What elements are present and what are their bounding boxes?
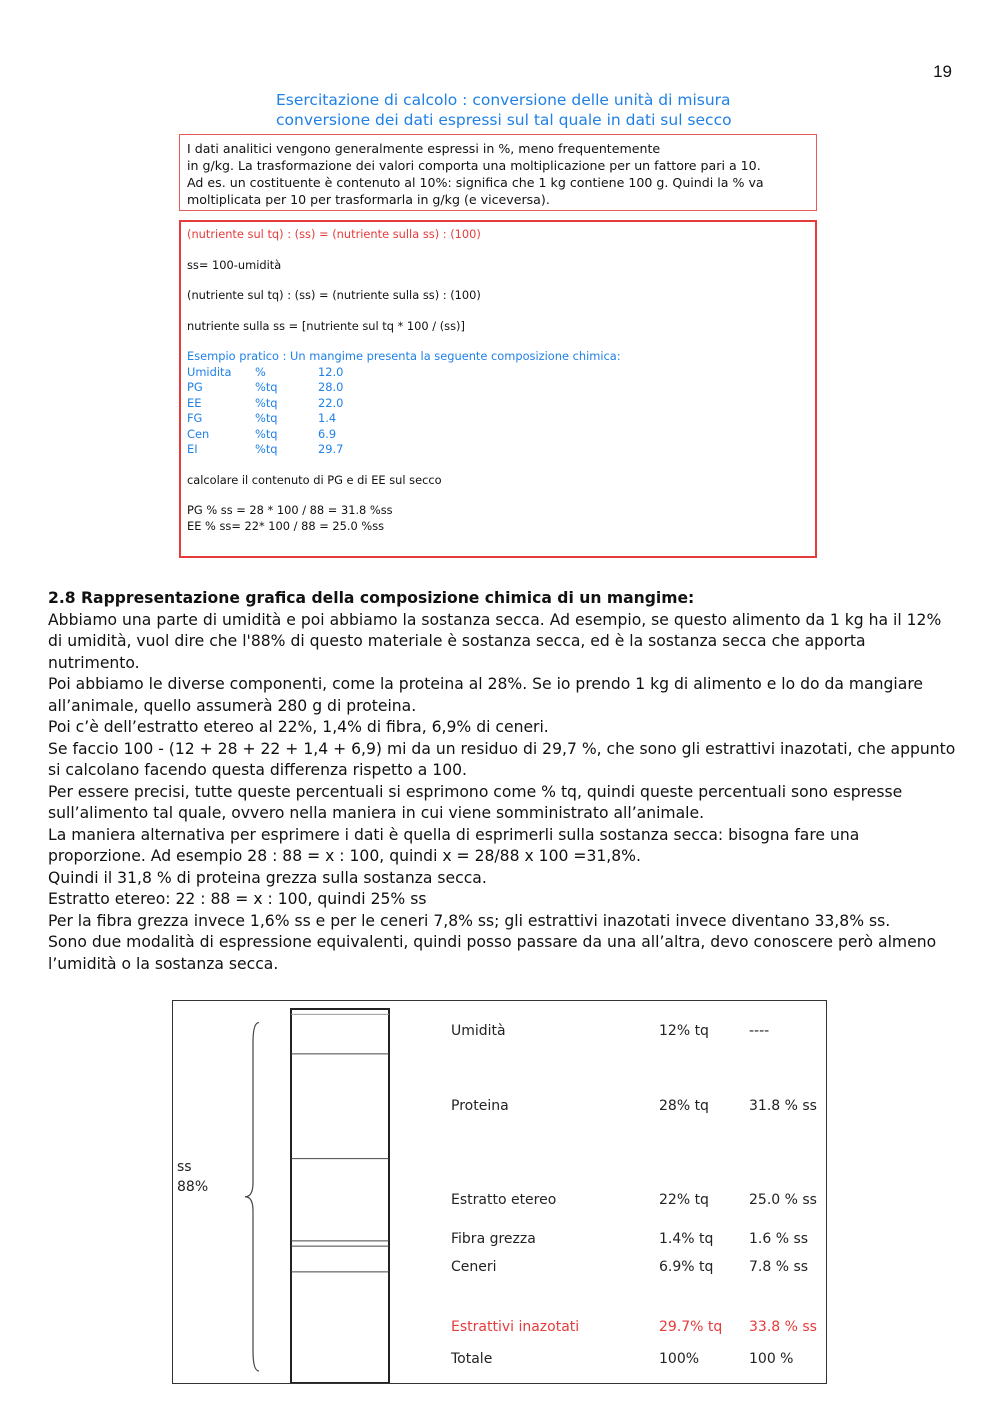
composition-row: EE %tq 22.0 [187, 395, 344, 410]
paragraph: Poi c’è dell’estratto etereo al 22%, 1,4% di fibra, 6,9% di ceneri. [48, 718, 549, 736]
component-tq-value: 28% tq [659, 1098, 709, 1115]
intro-line-3: Ad es. un costituente è contenuto al 10%: significa che 1 kg contiene 100 g. Quindi la % va [187, 175, 764, 190]
component-ss-value: 33.8 % ss [749, 1319, 817, 1336]
exercise-title [276, 90, 756, 130]
ss-definition: ss= 100-umidità [187, 257, 282, 272]
section-body [48, 588, 958, 975]
page-number: 19 [933, 62, 952, 81]
example-title: Esempio pratico : Un mangime presenta la seguente composizione chimica: [187, 349, 621, 363]
formula-3: nutriente sulla ss = [nutriente sul tq * 100 / (ss)] [187, 318, 465, 333]
ss-value: 88% [177, 1179, 209, 1195]
intro-line-2: in g/kg. La trasformazione dei valori comporta una moltiplicazione per un fattore pari a 10. [187, 158, 761, 173]
component-tq-value: 29.7% tq [659, 1319, 723, 1336]
exercise-title-line-2: conversione dei dati espressi sul tal quale in dati sul secco [276, 111, 732, 129]
total-label: Totale [451, 1351, 493, 1367]
section-heading: 2.8 Rappresentazione grafica della composizione chimica di un mangime: [48, 589, 695, 607]
composition-row: PG %tq 28.0 [187, 380, 344, 394]
intro-box [179, 134, 817, 211]
composition-row: Cen %tq 6.9 [187, 426, 337, 441]
paragraph: Estratto etereo: 22 : 88 = x : 100, quindi 25% ss [48, 890, 427, 908]
task-text: calcolare il contenuto di PG e di EE sul secco [187, 472, 442, 487]
total-ss-value: 100 % [749, 1351, 794, 1367]
paragraph: Per essere precisi, tutte queste percentuali si esprimono come % tq, quindi queste percentuali sono espresse sull’alimento tal quale, ovvero nella maniera in cui viene somministrato all’animale. [48, 782, 903, 822]
result-pg: PG % ss = 28 * 100 / 88 = 31.8 %ss [187, 503, 393, 517]
component-tq-value: 6.9% tq [659, 1259, 714, 1276]
component-tq-value: 22% tq [659, 1191, 709, 1208]
paragraph: Poi abbiamo le diverse componenti, come la proteina al 28%. Se io prendo 1 kg di alimento e lo do da mangiare all’animale, quello assumerà 280 g di proteina. [48, 675, 923, 715]
paragraph: La maniera alternativa per esprimere i dati è quella di esprimerli sulla sostanza secca: bisogna fare una proporzione. Ad esempio 28 : 88 = x : 100, quindi x = 28/88 x 100 =31,8%. [48, 825, 860, 865]
calculation-box [179, 220, 817, 558]
component-ss-value: ---- [749, 1023, 770, 1040]
composition-bar [291, 1009, 389, 1383]
component-name: Estrattivi inazotati [451, 1319, 580, 1336]
ss-label: ss [177, 1159, 192, 1175]
composition-table [187, 365, 809, 458]
formula-2: (nutriente sul tq) : (ss) = (nutriente sulla ss) : (100) [187, 288, 481, 302]
component-tq-value: 12% tq [659, 1023, 709, 1040]
total-tq-value: 100% [659, 1351, 700, 1367]
composition-row: EI %tq 29.7 [187, 442, 344, 456]
exercise-title-line-1: Esercitazione di calcolo : conversione delle unità di misura [276, 91, 731, 109]
formula-1: (nutriente sul tq) : (ss) = (nutriente sulla ss) : (100) [187, 227, 481, 241]
paragraph: Sono due modalità di espressione equivalenti, quindi posso passare da una all’altra, devo conoscere però almeno l’umidità o la sostanza secca. [48, 933, 937, 973]
dry-matter-brace [245, 1022, 259, 1371]
composition-row: Umidita % 12.0 [187, 364, 344, 379]
intro-line-4: moltiplicata per 10 per trasformarla in g/kg (e viceversa). [187, 192, 550, 207]
component-tq-value: 1.4% tq [659, 1231, 714, 1248]
component-ss-value: 7.8 % ss [749, 1259, 809, 1276]
component-name: Fibra grezza [451, 1231, 536, 1248]
paragraph: Abbiamo una parte di umidità e poi abbiamo la sostanza secca. Ad esempio, se questo alimento da 1 kg ha il 12% di umidità, vuol dire che l'88% di questo materiale è sostanza secca, ed è la sostanza secca che apporta nutrimento. [48, 610, 942, 672]
component-name: Estratto etereo [451, 1191, 557, 1208]
component-ss-value: 31.8 % ss [749, 1098, 817, 1115]
component-name: Umidità [451, 1023, 506, 1040]
component-ss-value: 1.6 % ss [749, 1231, 809, 1248]
component-ss-value: 25.0 % ss [749, 1191, 817, 1208]
component-name: Ceneri [451, 1259, 497, 1276]
paragraph: Per la fibra grezza invece 1,6% ss e per le ceneri 7,8% ss; gli estrattivi inazotati invece diventano 33,8% ss. [48, 911, 891, 930]
result-ee: EE % ss= 22* 100 / 88 = 25.0 %ss [187, 518, 385, 533]
composition-figure [172, 1000, 827, 1384]
intro-line-1: I dati analitici vengono generalmente espressi in %, meno frequentemente [187, 141, 661, 156]
paragraph: Se faccio 100 - (12 + 28 + 22 + 1,4 + 6,9) mi da un residuo di 29,7 %, che sono gli estrattivi inazotati, che appunto si calcolano facendo questa differenza rispetto a 100. [48, 739, 956, 779]
composition-row: FG %tq 1.4 [187, 411, 337, 425]
paragraph: Quindi il 31,8 % di proteina grezza sulla sostanza secca. [48, 868, 487, 887]
component-name: Proteina [451, 1098, 509, 1115]
